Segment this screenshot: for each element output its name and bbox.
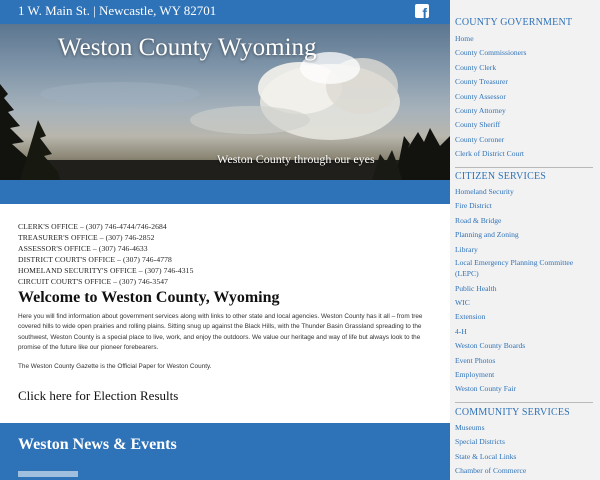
site-tagline: Weston County through our eyes <box>217 152 375 166</box>
hero-banner <box>0 24 450 180</box>
sidebar-item-county-attorney[interactable]: County Attorney <box>455 106 506 116</box>
sidebar-item-employment[interactable]: Employment <box>455 370 495 380</box>
sidebar-item-home[interactable]: Home <box>455 34 474 43</box>
election-results-link[interactable]: Click here for Election Results <box>18 388 179 403</box>
sidebar-item-extension[interactable]: Extension <box>455 312 486 322</box>
sidebar-item-fire-district[interactable]: Fire District <box>455 201 492 211</box>
office-phone-item: DISTRICT COURT'S OFFICE – (307) 746-4778 <box>18 255 172 265</box>
sidebar-item-4h[interactable]: 4-H <box>455 326 467 336</box>
office-phone-item: CLERK'S OFFICE – (307) 746-4744/746-2684 <box>18 222 167 231</box>
news-events-heading: Weston News & Events <box>18 436 177 453</box>
citizen-services-heading: CITIZEN SERVICES <box>455 171 547 182</box>
news-item-preview[interactable] <box>18 471 78 477</box>
sidebar-item-county-commissioners[interactable]: County Commissioners <box>455 48 527 58</box>
office-phone-item: ASSESSOR'S OFFICE – (307) 746-4633 <box>18 244 148 254</box>
banner-strip <box>0 180 450 204</box>
sidebar-item-county-clerk[interactable]: County Clerk <box>455 62 497 72</box>
citizen-services-menu <box>455 185 593 397</box>
sidebar-item-event-photos[interactable]: Event Photos <box>455 355 496 365</box>
office-phone-item: HOMELAND SECURITY'S OFFICE – (307) 746-4315 <box>18 266 194 276</box>
welcome-heading: Welcome to Weston County, Wyoming <box>18 289 280 306</box>
sidebar-divider <box>455 402 593 403</box>
sidebar-item-library[interactable]: Library <box>455 244 478 254</box>
sidebar-item-county-coroner[interactable]: County Coroner <box>455 134 505 144</box>
sidebar-item-chamber-of-commerce[interactable]: Chamber of Commerce <box>455 466 527 476</box>
sidebar-divider <box>455 167 593 168</box>
sidebar-item-homeland-security[interactable]: Homeland Security <box>455 187 514 196</box>
sidebar-item-museums[interactable]: Museums <box>455 423 485 432</box>
office-phone-list <box>18 221 193 288</box>
welcome-intro-text: Here you will find information about government services along with links to other state and local agencies. Weston County has it all – from tree covered hills to wide open prairies and rolling plains. Sitting snug up against the Black Hills, with the Thunder Basin Grassland spreading to the southwest, Weston County is a special place to live, work, and enjoy the outdoors. We value our heritage and way of life but always look to the promise of the future like our pioneer forebearers. <box>18 313 423 352</box>
sidebar-item-wic[interactable]: WIC <box>455 298 470 308</box>
sidebar-item-clerk-of-district-court[interactable]: Clerk of District Court <box>455 149 524 159</box>
site-title: Weston County Wyoming <box>58 34 317 61</box>
sidebar-item-county-assessor[interactable]: County Assessor <box>455 91 506 101</box>
top-bar <box>0 0 450 24</box>
sidebar-item-public-health[interactable]: Public Health <box>455 283 497 293</box>
county-government-heading: COUNTY GOVERNMENT <box>455 17 573 28</box>
sidebar-item-county-sheriff[interactable]: County Sheriff <box>455 120 501 130</box>
sidebar-item-weston-county-boards[interactable]: Weston County Boards <box>455 341 526 351</box>
facebook-icon[interactable] <box>415 4 429 21</box>
sidebar-item-road-and-bridge[interactable]: Road & Bridge <box>455 215 502 225</box>
sidebar-item-special-districts[interactable]: Special Districts <box>455 437 505 447</box>
sidebar-item-county-treasurer[interactable]: County Treasurer <box>455 77 508 87</box>
facebook-glyph: f <box>422 5 427 21</box>
news-events-section <box>0 423 450 480</box>
community-services-heading: COMMUNITY SERVICES <box>455 407 570 418</box>
sidebar-item-weston-county-fair[interactable]: Weston County Fair <box>455 384 516 394</box>
sidebar-item-planning-and-zoning[interactable]: Planning and Zoning <box>455 230 519 240</box>
office-phone-item: CIRCUIT COURT'S OFFICE – (307) 746-3547 <box>18 277 169 287</box>
community-services-menu <box>455 421 526 479</box>
gazette-note: The Weston County Gazette is the Official Paper for Weston County. <box>18 363 212 370</box>
address-text: 1 W. Main St. | Newcastle, WY 82701 <box>18 3 217 18</box>
county-government-menu <box>455 32 527 162</box>
sidebar-item-state-and-local-links[interactable]: State & Local Links <box>455 451 517 461</box>
sidebar <box>450 0 600 480</box>
sidebar-item-lepc[interactable]: Local Emergency Planning Committee (LEPC) <box>455 258 574 278</box>
office-phone-item: TREASURER'S OFFICE – (307) 746-2852 <box>18 233 155 243</box>
